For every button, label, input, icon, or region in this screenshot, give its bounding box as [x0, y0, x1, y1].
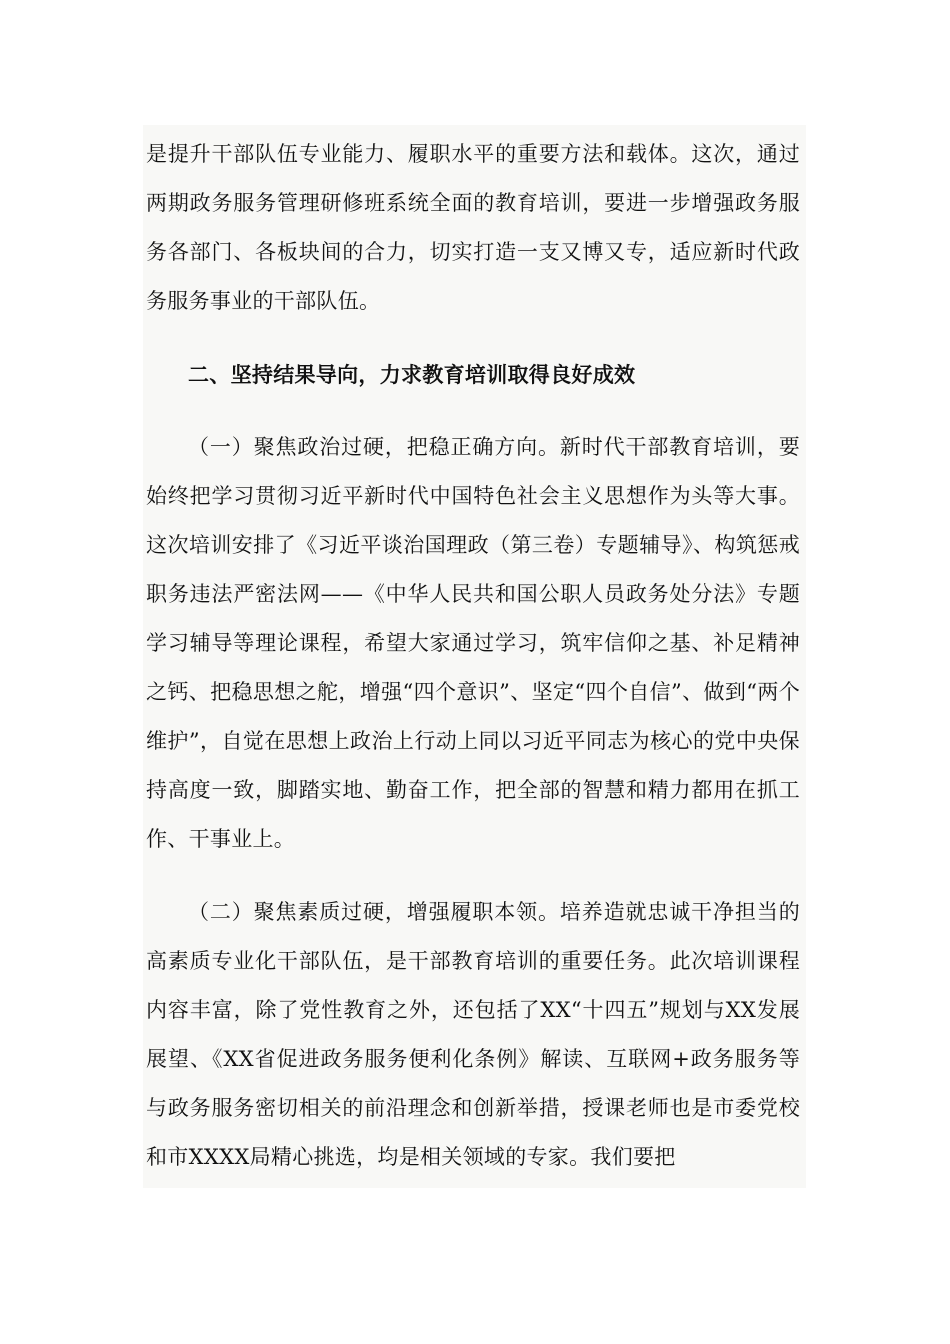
paragraph-political: （一）聚焦政治过硬，把稳正确方向。新时代干部教育培训，要始终把学习贯彻习近平新时代中国特色社会主义思想作为头等大事。这次培训安排了《习近平谈治国理政（第三卷）专题辅导》、构筑惩戒职务违法严密法网——《中华人民共和国公职人员政务处分法》专题学习辅导等理论课程，希望大家通过学习，筑牢信仰之基、补足精神之钙、把稳思想之舵，增强“四个意识”、坚定“四个自信”、做到“两个维护”，自觉在思想上政治上行动上同以习近平同志为核心的党中央保持高度一致，脚踏实地、勤奋工作，把全部的智慧和精力都用在抓工作、干事业上。 [146, 435, 800, 851]
section-heading: 二、坚持结果导向，力求教育培训取得良好成效 [188, 362, 636, 387]
paragraph-gap [146, 326, 800, 350]
paragraph-intro: 是提升干部队伍专业能力、履职水平的重要方法和载体。这次，通过两期政务服务管理研修班系统全面的教育培训，要进一步增强政务服务各部门、各板块间的合力，切实打造一支又博又专，适应新时代政务服务事业的干部队伍。 [146, 142, 800, 313]
paragraph-quality: （二）聚焦素质过硬，增强履职本领。培养造就忠诚干净担当的高素质专业化干部队伍，是干部教育培训的重要任务。此次培训课程内容丰富，除了党性教育之外，还包括了XX“十四五”规划与XX发展展望、《XX省促进政务服务便利化条例》解读、互联网+政务服务等与政务服务密切相关的前沿理念和创新举措，授课老师也是市委党校和市XXXX局精心挑选，均是相关领域的专家。我们要把 [146, 900, 800, 1169]
paragraph-gap [146, 864, 800, 888]
paragraph-gap [146, 399, 800, 423]
document-body [146, 130, 800, 1182]
